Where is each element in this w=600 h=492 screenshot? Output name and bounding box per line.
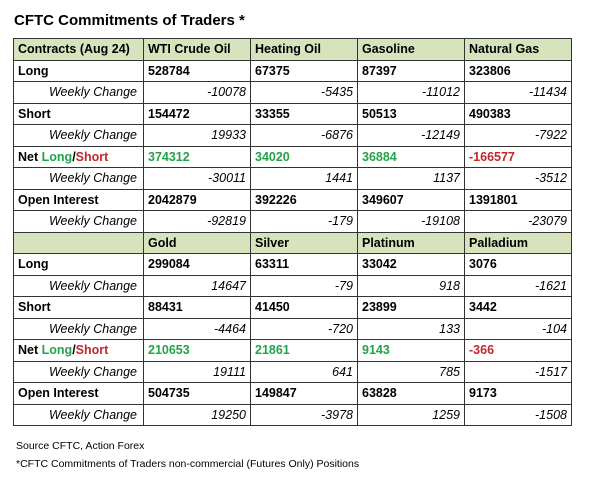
value-cell: 63828 (358, 383, 465, 405)
change-cell: -104 (465, 318, 572, 340)
long-row (14, 60, 572, 82)
header-cell: Gold (144, 232, 251, 254)
value-cell: -366 (465, 340, 572, 362)
change-label: Weekly Change (14, 168, 144, 190)
value-cell: 88431 (144, 297, 251, 319)
weekly-change-row (14, 82, 572, 104)
header-cell (14, 232, 144, 254)
weekly-change-row (14, 275, 572, 297)
row-label: Short (14, 297, 144, 319)
open-interest-row (14, 383, 572, 405)
change-label: Weekly Change (14, 404, 144, 426)
long-word: Long (41, 343, 73, 358)
weekly-change-row (14, 211, 572, 233)
change-cell: -10078 (144, 82, 251, 104)
change-label: Weekly Change (14, 318, 144, 340)
row-label (14, 146, 144, 168)
change-cell: -12149 (358, 125, 465, 147)
value-cell: 33355 (251, 103, 358, 125)
change-cell: 19933 (144, 125, 251, 147)
change-cell: 1259 (358, 404, 465, 426)
change-label: Weekly Change (14, 82, 144, 104)
change-cell: -6876 (251, 125, 358, 147)
short-word: Short (75, 149, 109, 164)
value-cell: 1391801 (465, 189, 572, 211)
value-cell: 392226 (251, 189, 358, 211)
value-cell: 323806 (465, 60, 572, 82)
value-cell: 36884 (358, 146, 465, 168)
header-row-energy (14, 39, 572, 61)
net-word: Net (18, 343, 39, 358)
change-cell: -720 (251, 318, 358, 340)
change-cell: -11012 (358, 82, 465, 104)
cot-table (13, 38, 572, 426)
net-row (14, 146, 572, 168)
value-cell: 528784 (144, 60, 251, 82)
value-cell: 3076 (465, 254, 572, 276)
value-cell: 41450 (251, 297, 358, 319)
header-cell: Platinum (358, 232, 465, 254)
short-word: Short (75, 343, 109, 358)
change-cell: -19108 (358, 211, 465, 233)
value-cell: 50513 (358, 103, 465, 125)
change-cell: -92819 (144, 211, 251, 233)
weekly-change-row (14, 361, 572, 383)
weekly-change-row (14, 168, 572, 190)
change-cell: -179 (251, 211, 358, 233)
weekly-change-row (14, 125, 572, 147)
change-cell: -4464 (144, 318, 251, 340)
report-title: CFTC Commitments of Traders * (14, 12, 245, 29)
row-label: Long (14, 254, 144, 276)
slash: / (72, 343, 76, 358)
change-cell: 785 (358, 361, 465, 383)
header-cell: Heating Oil (251, 39, 358, 61)
value-cell: 490383 (465, 103, 572, 125)
value-cell: 23899 (358, 297, 465, 319)
slash: / (72, 149, 76, 164)
header-cell: Gasoline (358, 39, 465, 61)
long-word: Long (41, 149, 73, 164)
change-cell: -7922 (465, 125, 572, 147)
value-cell: 67375 (251, 60, 358, 82)
change-cell: -1508 (465, 404, 572, 426)
change-cell: -3978 (251, 404, 358, 426)
footnote: *CFTC Commitments of Traders non-commercial (Futures Only) Positions (16, 458, 360, 470)
change-cell: -1621 (465, 275, 572, 297)
value-cell: 63311 (251, 254, 358, 276)
header-cell: WTI Crude Oil (144, 39, 251, 61)
change-cell: -30011 (144, 168, 251, 190)
value-cell: 21861 (251, 340, 358, 362)
header-cell: Silver (251, 232, 358, 254)
value-cell: 299084 (144, 254, 251, 276)
row-label (14, 340, 144, 362)
row-label: Open Interest (14, 189, 144, 211)
header-cell: Natural Gas (465, 39, 572, 61)
long-row (14, 254, 572, 276)
value-cell: 349607 (358, 189, 465, 211)
header-cell: Palladium (465, 232, 572, 254)
change-cell: 14647 (144, 275, 251, 297)
row-label: Open Interest (14, 383, 144, 405)
value-cell: 210653 (144, 340, 251, 362)
value-cell: 9173 (465, 383, 572, 405)
header-row-metals (14, 232, 572, 254)
change-cell: -11434 (465, 82, 572, 104)
change-label: Weekly Change (14, 125, 144, 147)
net-word: Net (18, 149, 39, 164)
change-cell: 1137 (358, 168, 465, 190)
value-cell: 3442 (465, 297, 572, 319)
value-cell: 154472 (144, 103, 251, 125)
row-label: Long (14, 60, 144, 82)
change-cell: 133 (358, 318, 465, 340)
value-cell: 2042879 (144, 189, 251, 211)
change-label: Weekly Change (14, 211, 144, 233)
row-label: Short (14, 103, 144, 125)
value-cell: 374312 (144, 146, 251, 168)
change-cell: -79 (251, 275, 358, 297)
short-row (14, 103, 572, 125)
change-cell: 918 (358, 275, 465, 297)
value-cell: 87397 (358, 60, 465, 82)
change-cell: 1441 (251, 168, 358, 190)
change-cell: 19111 (144, 361, 251, 383)
header-cell: Contracts (Aug 24) (14, 39, 144, 61)
open-interest-row (14, 189, 572, 211)
value-cell: 34020 (251, 146, 358, 168)
change-cell: -5435 (251, 82, 358, 104)
value-cell: 504735 (144, 383, 251, 405)
weekly-change-row (14, 404, 572, 426)
change-label: Weekly Change (14, 275, 144, 297)
change-cell: 19250 (144, 404, 251, 426)
change-cell: -1517 (465, 361, 572, 383)
change-label: Weekly Change (14, 361, 144, 383)
source-note: Source CFTC, Action Forex (16, 440, 145, 452)
change-cell: -3512 (465, 168, 572, 190)
value-cell: 149847 (251, 383, 358, 405)
value-cell: 9143 (358, 340, 465, 362)
value-cell: -166577 (465, 146, 572, 168)
value-cell: 33042 (358, 254, 465, 276)
net-row (14, 340, 572, 362)
short-row (14, 297, 572, 319)
change-cell: 641 (251, 361, 358, 383)
weekly-change-row (14, 318, 572, 340)
change-cell: -23079 (465, 211, 572, 233)
